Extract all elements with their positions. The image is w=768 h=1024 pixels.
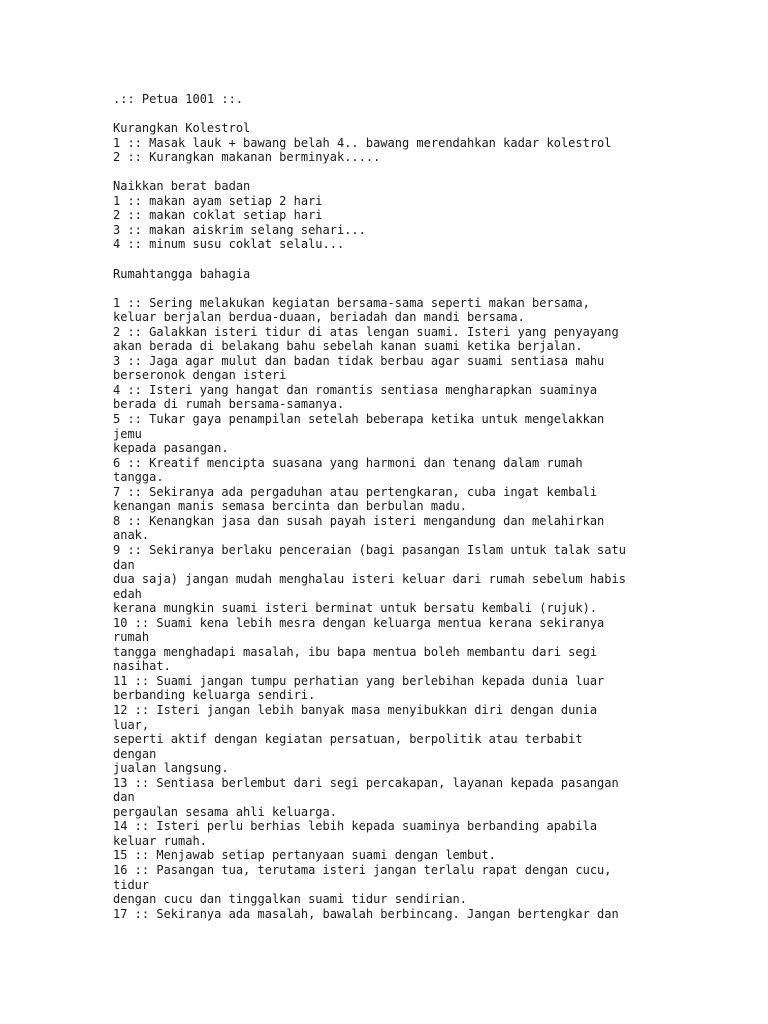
text-line: kenangan manis semasa bercinta dan berbulan madu.: [113, 499, 468, 514]
text-line: nasihat.: [113, 659, 171, 674]
text-line: anak.: [113, 528, 150, 543]
text-line: keluar rumah.: [113, 833, 207, 848]
text-line: Naikkan berat badan: [113, 179, 251, 194]
text-line: keluar berjalan berdua-duaan, beriadah dan mandi bersama.: [113, 310, 525, 325]
text-line: tidur: [113, 877, 150, 892]
text-line: 3 :: Jaga agar mulut dan badan tidak berbau agar suami sentiasa mahu: [113, 353, 605, 368]
text-line: seperti aktif dengan kegiatan persatuan, berpolitik atau terbabit: [113, 732, 583, 747]
text-line: [113, 252, 713, 267]
text-line: dengan cucu dan tinggalkan suami tidur sendirian.: [113, 892, 468, 907]
text-line: Rumahtangga bahagia: [113, 266, 251, 281]
text-line: tangga.: [113, 470, 164, 485]
text-line: 1 :: Masak lauk + bawang belah 4.. bawang merendahkan kadar kolestrol: [113, 135, 612, 150]
text-line: rumah: [113, 630, 150, 645]
text-line: 4 :: minum susu coklat selalu...: [113, 237, 345, 252]
text-line: berbanding keluarga sendiri.: [113, 688, 316, 703]
text-line: edah: [113, 586, 142, 601]
text-line: .:: Petua 1001 ::.: [113, 92, 244, 106]
text-line: berada di rumah bersama-samanya.: [113, 397, 345, 412]
text-line: 15 :: Menjawab setiap pertanyaan suami dengan lembut.: [113, 848, 496, 863]
text-line: 1 :: Sering melakukan kegiatan bersama-sama seperti makan bersama,: [113, 295, 590, 310]
text-line: 13 :: Sentiasa berlembut dari segi percakapan, layanan kepada pasangan: [113, 775, 619, 790]
text-line: dan: [113, 557, 135, 572]
text-line: 2 :: makan coklat setiap hari: [113, 208, 323, 223]
document-text: [113, 92, 713, 921]
text-line: 1 :: makan ayam setiap 2 hari: [113, 193, 323, 208]
text-line: 2 :: Kurangkan makanan berminyak.....: [113, 150, 381, 165]
text-line: 11 :: Suami jangan tumpu perhatian yang berlebihan kepada dunia luar: [113, 673, 605, 688]
text-line: dan: [113, 790, 135, 805]
text-line: akan berada di belakang bahu sebelah kanan suami ketika berjalan.: [113, 339, 583, 354]
text-line: [113, 165, 713, 180]
text-line: 16 :: Pasangan tua, terutama isteri jangan terlalu rapat dengan cucu,: [113, 862, 612, 877]
text-line: berseronok dengan isteri: [113, 368, 287, 383]
text-line: pergaulan sesama ahli keluarga.: [113, 804, 337, 819]
text-line: 3 :: makan aiskrim selang sehari...: [113, 222, 366, 237]
text-line: 10 :: Suami kena lebih mesra dengan keluarga mentua kerana sekiranya: [113, 615, 605, 630]
text-line: 9 :: Sekiranya berlaku penceraian (bagi pasangan Islam untuk talak satu: [113, 542, 626, 557]
text-line: [113, 281, 713, 296]
text-line: dengan: [113, 746, 157, 761]
text-line: 4 :: Isteri yang hangat dan romantis sentiasa mengharapkan suaminya: [113, 382, 598, 397]
text-line: tangga menghadapi masalah, ibu bapa mentua boleh membantu dari segi: [113, 644, 598, 659]
text-line: 14 :: Isteri perlu berhias lebih kepada suaminya berbanding apabila: [113, 819, 598, 834]
text-line: [113, 107, 713, 122]
text-line: jualan langsung.: [113, 761, 229, 776]
text-line: jemu: [113, 426, 142, 441]
text-line: luar,: [113, 717, 150, 732]
text-line: Kurangkan Kolestrol: [113, 121, 251, 136]
text-line: 2 :: Galakkan isteri tidur di atas lengan suami. Isteri yang penyayang: [113, 324, 619, 339]
text-line: 5 :: Tukar gaya penampilan setelah beberapa ketika untuk mengelakkan: [113, 412, 605, 427]
text-line: 8 :: Kenangkan jasa dan susah payah isteri mengandung dan melahirkan: [113, 513, 605, 528]
text-line: dua saja) jangan mudah menghalau isteri keluar dari rumah sebelum habis: [113, 572, 626, 587]
text-line: 6 :: Kreatif mencipta suasana yang harmoni dan tenang dalam rumah: [113, 455, 583, 470]
text-line: 17 :: Sekiranya ada masalah, bawalah berbincang. Jangan bertengkar dan: [113, 906, 619, 921]
text-line: kepada pasangan.: [113, 441, 229, 456]
text-line: kerana mungkin suami isteri berminat untuk bersatu kembali (rujuk).: [113, 601, 598, 616]
text-line: 12 :: Isteri jangan lebih banyak masa menyibukkan diri dengan dunia: [113, 702, 598, 717]
text-line: 7 :: Sekiranya ada pergaduhan atau pertengkaran, cuba ingat kembali: [113, 484, 598, 499]
